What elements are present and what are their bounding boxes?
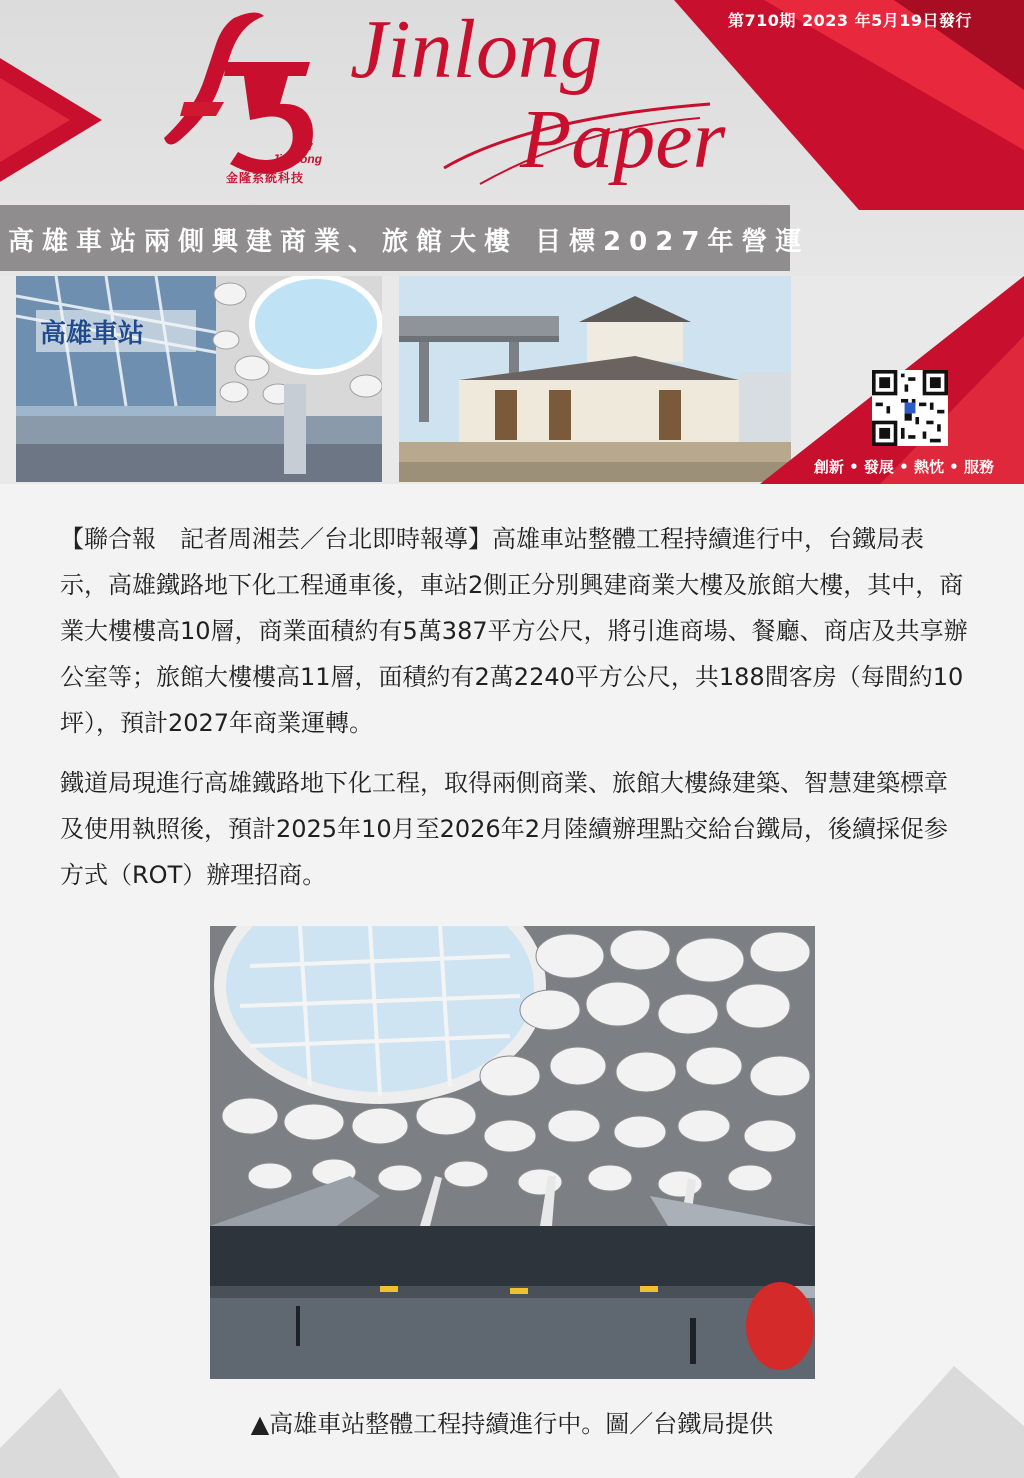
logo-name-cn: 金隆系統科技 bbox=[226, 171, 305, 185]
article-paragraph-2: 鐵道局現進行高雄鐵路地下化工程，取得兩側商業、旅館大樓綠建築、智慧建築標章及使用執照後，預計2025年10月至2026年2月陸續辦理點交給台鐵局，後續採促参方式（ROT）辦理招商。 bbox=[60, 769, 948, 889]
brand-title-line1: Jinlong bbox=[350, 3, 602, 96]
article-body bbox=[60, 516, 970, 912]
logo-year: 1977 bbox=[291, 142, 314, 153]
slogan: 創新 • 發展 • 熱忱 • 服務 bbox=[813, 458, 994, 476]
brand-title-line2: Paper bbox=[520, 93, 726, 186]
logo-name-en: Jin Long bbox=[272, 152, 322, 166]
newsletter-header bbox=[0, 0, 1024, 276]
headline-bar bbox=[0, 205, 810, 271]
photo-strip bbox=[0, 276, 1024, 484]
qr-code bbox=[872, 370, 948, 446]
article-paragraph-1: 【聯合報 記者周湘芸／台北即時報導】高雄車站整體工程持續進行中，台鐵局表示，高雄鐵路地下化工程通車後，車站2側正分別興建商業大樓及旅館大樓，其中，商業大樓樓高10層，商業面積約有5萬387平方公尺，將引進商場、餐廳、商店及共享辦公室等；旅館大樓樓高11層，面積約有2萬2240平方公尺，共188間客房（每間約10坪），預計2027年商業運轉。 bbox=[60, 525, 968, 737]
station-ceiling-photo bbox=[210, 926, 815, 1379]
issue-date: 第710期 2023 年5月19日發行 bbox=[728, 11, 972, 30]
figure-caption: ▲高雄車站整體工程持續進行中。圖／台鐵局提供 bbox=[250, 1410, 774, 1438]
left-red-triangle-decor bbox=[0, 40, 110, 200]
svg-text:高雄車站: 高雄車站 bbox=[40, 319, 145, 349]
headline: 高雄車站兩側興建商業、旅館大樓 目標2027年營運 bbox=[8, 227, 810, 257]
old-station-building-photo bbox=[399, 276, 791, 482]
kaohsiung-station-interior-photo bbox=[16, 276, 382, 482]
